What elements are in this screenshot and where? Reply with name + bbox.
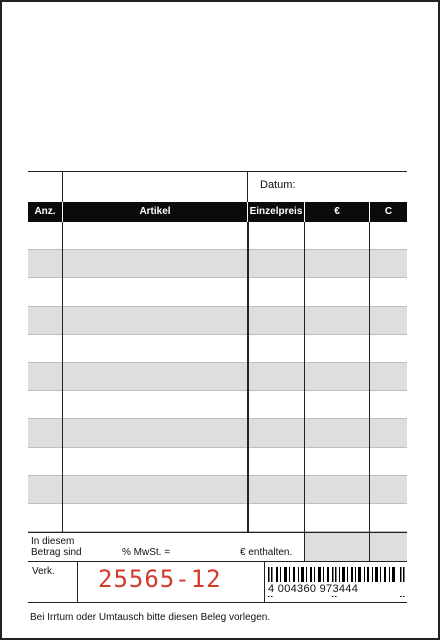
table-row[interactable] bbox=[28, 419, 407, 447]
table-row[interactable] bbox=[28, 363, 407, 391]
total-cell[interactable] bbox=[305, 533, 407, 561]
table-row[interactable] bbox=[28, 476, 407, 504]
divider bbox=[62, 172, 63, 202]
barcode-number: 4 004360 973444 bbox=[268, 582, 408, 596]
date-row bbox=[28, 171, 407, 202]
vat-included-label: € enthalten. bbox=[240, 547, 293, 559]
divider bbox=[369, 222, 370, 532]
vat-percent-label: % MwSt. = bbox=[122, 547, 171, 559]
divider bbox=[62, 222, 63, 532]
column-header-cent: C bbox=[384, 206, 393, 217]
receipt-form bbox=[28, 171, 407, 603]
seller-row bbox=[28, 562, 407, 603]
table-header bbox=[28, 202, 407, 222]
item-rows bbox=[28, 222, 407, 532]
table-row[interactable] bbox=[28, 335, 407, 363]
divider bbox=[247, 172, 248, 202]
vat-text-line2: Betrag sind bbox=[31, 547, 82, 559]
vat-row bbox=[28, 532, 407, 562]
table-row[interactable] bbox=[28, 448, 407, 476]
table-row[interactable] bbox=[28, 391, 407, 419]
table-row[interactable] bbox=[28, 307, 407, 335]
divider bbox=[304, 222, 305, 532]
date-label: Datum: bbox=[260, 179, 296, 191]
vat-text-line1: In diesem bbox=[31, 536, 75, 548]
divider bbox=[304, 533, 305, 561]
table-row[interactable] bbox=[28, 222, 407, 250]
divider bbox=[264, 562, 265, 602]
serial-number: 25565-12 bbox=[98, 565, 222, 594]
column-header-euro: € bbox=[334, 206, 340, 217]
table-row[interactable] bbox=[28, 504, 407, 532]
column-header-quantity: Anz. bbox=[34, 206, 56, 217]
seller-label: Verk. bbox=[32, 566, 55, 578]
table-row[interactable] bbox=[28, 250, 407, 278]
table-row[interactable] bbox=[28, 278, 407, 306]
column-header-unit-price: Einzelpreis bbox=[249, 206, 303, 217]
divider bbox=[77, 562, 78, 602]
divider bbox=[369, 533, 370, 561]
divider bbox=[247, 222, 249, 532]
return-note: Bei Irrtum oder Umtausch bitte diesen Beleg vorlegen. bbox=[30, 612, 271, 623]
column-header-article: Artikel bbox=[139, 206, 171, 217]
